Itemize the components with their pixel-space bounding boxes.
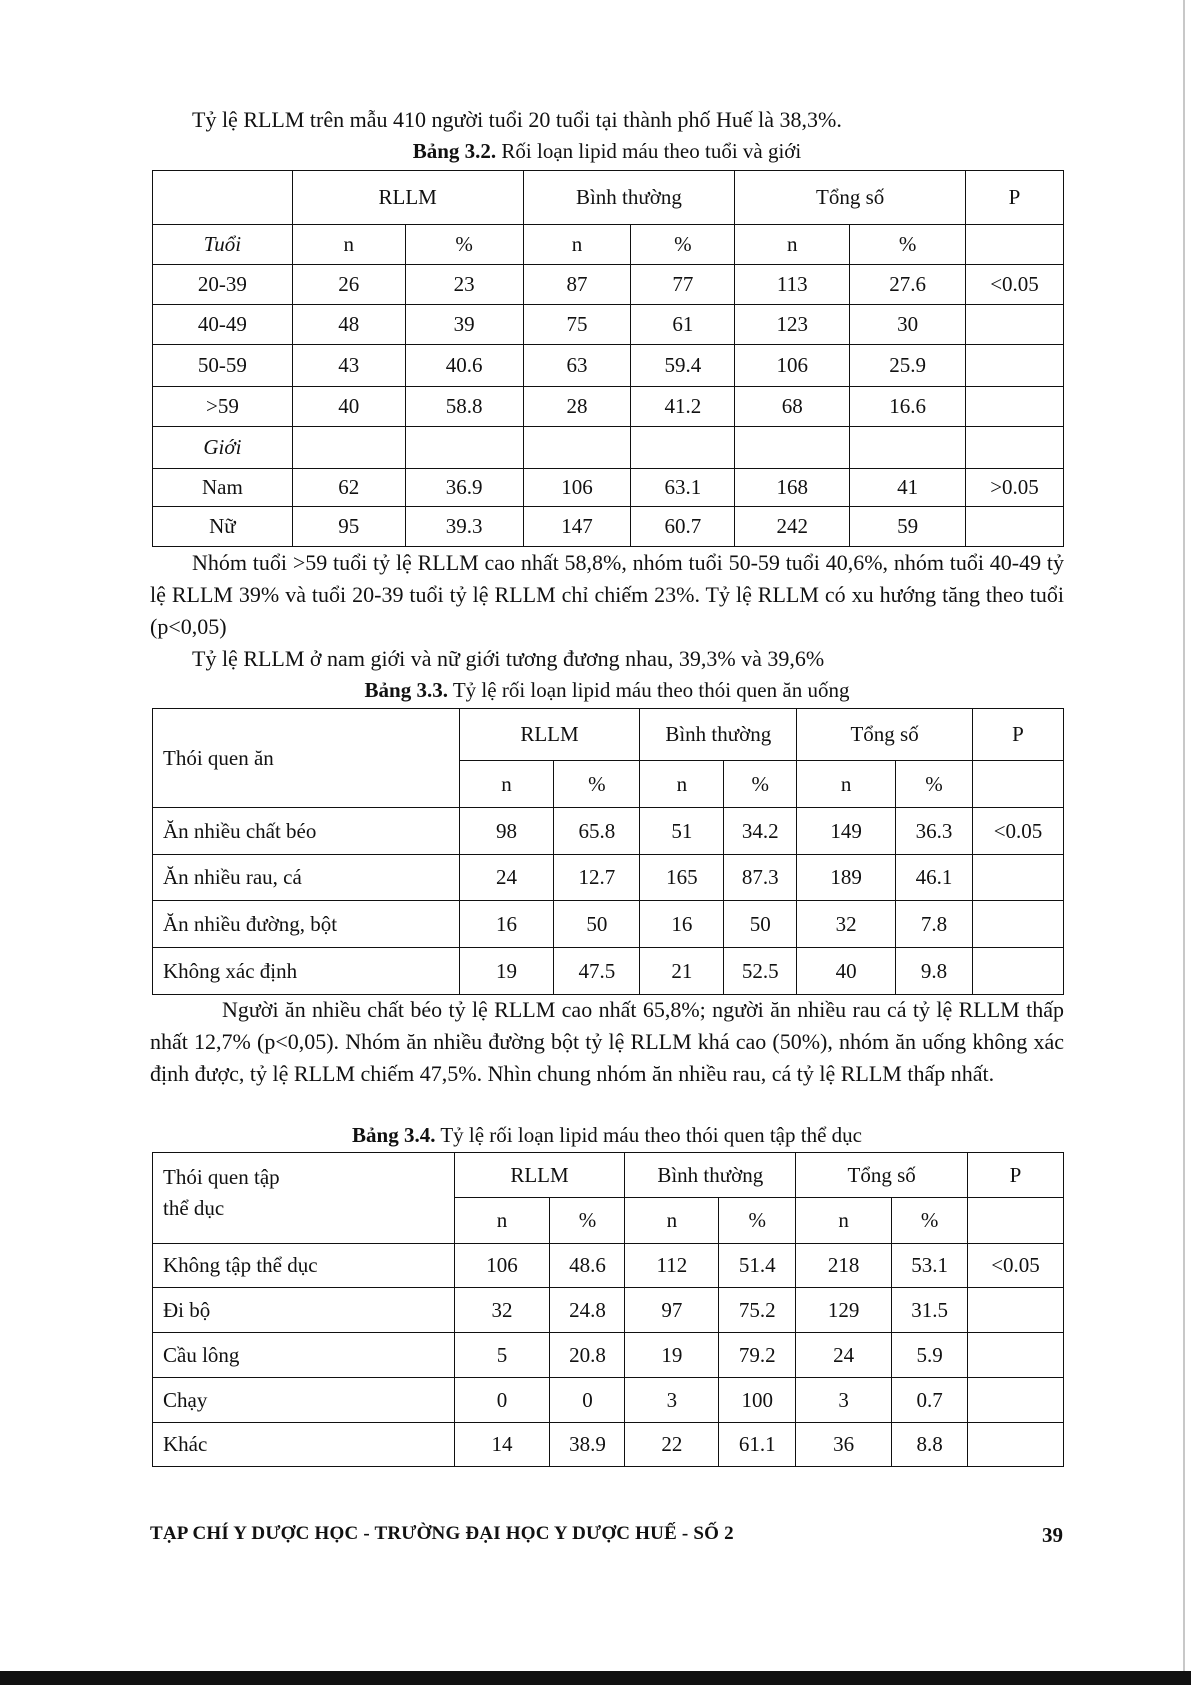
cell: 9.8 (896, 948, 973, 995)
table-subheader-row (153, 225, 1064, 265)
table-3-4-caption (150, 1122, 1064, 1148)
cell: 14 (454, 1423, 550, 1467)
cell: 58.8 (405, 387, 523, 427)
row-label: Chạy (153, 1378, 455, 1423)
cell: 79.2 (719, 1333, 796, 1378)
cell: 39 (405, 305, 523, 345)
subheader-n: n (523, 225, 631, 265)
empty-cell (966, 427, 1064, 469)
subheader-n: n (292, 225, 405, 265)
table-row (153, 305, 1064, 345)
cell: 75 (523, 305, 631, 345)
cell: 123 (735, 305, 850, 345)
cell: 36.9 (405, 469, 523, 507)
empty-cell (292, 427, 405, 469)
caption-text: Rối loạn lipid máu theo tuổi và giới (496, 139, 802, 163)
cell: 7.8 (896, 901, 973, 948)
empty-cell (966, 225, 1064, 265)
row-label: >59 (153, 387, 293, 427)
empty-cell (850, 427, 966, 469)
subheader-pct: % (892, 1198, 968, 1244)
header-total: Tổng số (797, 709, 973, 761)
subheader-pct: % (896, 761, 973, 808)
cell: 77 (631, 265, 735, 305)
paragraph-intro: Tỷ lệ RLLM trên mẫu 410 người tuổi 20 tuổi tại thành phố Huế là 38,3%. (192, 107, 842, 132)
cell: 65.8 (554, 808, 640, 855)
cell: 19 (459, 948, 554, 995)
cell: 36.3 (896, 808, 973, 855)
p-value-cell (968, 1378, 1064, 1423)
cell: 40.6 (405, 345, 523, 387)
row-header-exercise (153, 1153, 455, 1244)
p-value-cell: <0.05 (973, 808, 1064, 855)
subheader-n: n (625, 1198, 719, 1244)
cell: 26 (292, 265, 405, 305)
p-value-cell (973, 948, 1064, 995)
row-label: 50-59 (153, 345, 293, 387)
header-p: P (968, 1153, 1064, 1198)
cell: 47.5 (554, 948, 640, 995)
cell: 53.1 (892, 1244, 968, 1288)
cell: 98 (459, 808, 554, 855)
table-3-3 (152, 708, 1064, 995)
header-rllm: RLLM (459, 709, 640, 761)
row-label: 20-39 (153, 265, 293, 305)
empty-cell (405, 427, 523, 469)
cell: 59.4 (631, 345, 735, 387)
row-label: Không xác định (153, 948, 460, 995)
cell: 168 (735, 469, 850, 507)
p-value-cell (966, 305, 1064, 345)
subheader-n: n (796, 1198, 892, 1244)
cell: 32 (797, 901, 896, 948)
page-edge (1183, 0, 1185, 1685)
empty-cell (968, 1198, 1064, 1244)
cell: 28 (523, 387, 631, 427)
empty-cell (523, 427, 631, 469)
header-rllm: RLLM (292, 171, 523, 225)
cell: 40 (797, 948, 896, 995)
cell: 41 (850, 469, 966, 507)
cell: 19 (625, 1333, 719, 1378)
p-value-cell: >0.05 (966, 469, 1064, 507)
cell: 87.3 (724, 855, 797, 901)
cell: 62 (292, 469, 405, 507)
table-row (153, 808, 1064, 855)
cell: 27.6 (850, 265, 966, 305)
cell: 21 (640, 948, 724, 995)
cell: 5 (454, 1333, 550, 1378)
header-total: Tổng số (735, 171, 966, 225)
cell: 41.2 (631, 387, 735, 427)
subheader-n: n (640, 761, 724, 808)
scan-edge (0, 1671, 1191, 1685)
cell: 8.8 (892, 1423, 968, 1467)
subheader-pct: % (550, 1198, 625, 1244)
cell: 149 (797, 808, 896, 855)
caption-label: Bảng 3.2. (412, 139, 497, 163)
table-3-2 (152, 170, 1064, 547)
cell: 63 (523, 345, 631, 387)
empty-cell (153, 171, 293, 225)
p-value-cell (966, 507, 1064, 547)
row-header-diet: Thói quen ăn (153, 709, 460, 808)
cell: 16 (459, 901, 554, 948)
row-label: Ăn nhiều chất béo (153, 808, 460, 855)
row-label: Nam (153, 469, 293, 507)
journal-footer: TẠP CHÍ Y DƯỢC HỌC - TRƯỜNG ĐẠI HỌC Y DƯỢC HUẾ - SỐ 2 (150, 1523, 734, 1544)
p-value-cell (966, 345, 1064, 387)
cell: 30 (850, 305, 966, 345)
table-row (153, 387, 1064, 427)
cell: 51 (640, 808, 724, 855)
table-row (153, 1423, 1064, 1467)
header-normal: Bình thường (625, 1153, 796, 1198)
cell: 36 (796, 1423, 892, 1467)
row-header-line: Thói quen tập (163, 1165, 280, 1189)
cell: 38.9 (550, 1423, 625, 1467)
caption-text: Tỷ lệ rối loạn lipid máu theo thói quen tập thể dục (435, 1123, 862, 1147)
table-row (153, 507, 1064, 547)
table-3-3-caption (150, 677, 1064, 703)
cell: 12.7 (554, 855, 640, 901)
cell: 3 (625, 1378, 719, 1423)
paragraph-gender: Tỷ lệ RLLM ở nam giới và nữ giới tương đương nhau, 39,3% và 39,6% (192, 646, 825, 671)
cell: 24.8 (550, 1288, 625, 1333)
subheader-n: n (454, 1198, 550, 1244)
cell: 63.1 (631, 469, 735, 507)
cell: 48.6 (550, 1244, 625, 1288)
caption-label: Bảng 3.4. (352, 1123, 436, 1147)
table-row (153, 1333, 1064, 1378)
cell: 23 (405, 265, 523, 305)
cell: 106 (454, 1244, 550, 1288)
row-label: Khác (153, 1423, 455, 1467)
table-row (153, 855, 1064, 901)
section-label-gender: Giới (153, 427, 293, 469)
cell: 25.9 (850, 345, 966, 387)
cell: 112 (625, 1244, 719, 1288)
row-label: Cầu lông (153, 1333, 455, 1378)
header-total: Tổng số (796, 1153, 968, 1198)
cell: 97 (625, 1288, 719, 1333)
page-number: 39 (1042, 1523, 1063, 1547)
p-value-cell (973, 901, 1064, 948)
table-header-row (153, 1153, 1064, 1198)
cell: 87 (523, 265, 631, 305)
cell: 40 (292, 387, 405, 427)
cell: 106 (735, 345, 850, 387)
cell: 100 (719, 1378, 796, 1423)
cell: 0.7 (892, 1378, 968, 1423)
row-label: Ăn nhiều đường, bột (153, 901, 460, 948)
table-3-2-caption (150, 138, 1064, 164)
row-label: Nữ (153, 507, 293, 547)
cell: 242 (735, 507, 850, 547)
cell: 95 (292, 507, 405, 547)
table-3-4 (152, 1152, 1064, 1467)
table-row (153, 1378, 1064, 1423)
cell: 50 (554, 901, 640, 948)
row-header-line: thể dục (163, 1196, 225, 1220)
p-value-cell (968, 1333, 1064, 1378)
cell: 189 (797, 855, 896, 901)
table-row (153, 901, 1064, 948)
paragraph-age-trend: Nhóm tuổi >59 tuổi tỷ lệ RLLM cao nhất 58,8%, nhóm tuổi 50-59 tuổi 40,6%, nhóm tuổi 40-49 tỷ lệ RLLM 39% và tuổi 20-39 tuổi tỷ lệ RLLM chỉ chiếm 23%. Tỷ lệ RLLM có xu hướng tăng theo tuổi (p<0,05) (150, 550, 1064, 639)
subheader-pct: % (631, 225, 735, 265)
cell: 43 (292, 345, 405, 387)
cell: 20.8 (550, 1333, 625, 1378)
subheader-n: n (797, 761, 896, 808)
empty-cell (631, 427, 735, 469)
cell: 165 (640, 855, 724, 901)
cell: 106 (523, 469, 631, 507)
table-row (153, 345, 1064, 387)
row-label: Ăn nhiều rau, cá (153, 855, 460, 901)
cell: 61 (631, 305, 735, 345)
table-row (153, 1288, 1064, 1333)
cell: 24 (459, 855, 554, 901)
p-value-cell (968, 1288, 1064, 1333)
subheader-n: n (735, 225, 850, 265)
subheader-pct: % (850, 225, 966, 265)
header-normal: Bình thường (640, 709, 797, 761)
cell: 22 (625, 1423, 719, 1467)
cell: 48 (292, 305, 405, 345)
cell: 75.2 (719, 1288, 796, 1333)
cell: 0 (550, 1378, 625, 1423)
caption-label: Bảng 3.3. (364, 678, 448, 702)
cell: 147 (523, 507, 631, 547)
p-value-cell (973, 855, 1064, 901)
cell: 129 (796, 1288, 892, 1333)
subheader-pct: % (719, 1198, 796, 1244)
subheader-n: n (459, 761, 554, 808)
empty-cell (735, 427, 850, 469)
section-label-age: Tuổi (153, 225, 293, 265)
cell: 32 (454, 1288, 550, 1333)
header-normal: Bình thường (523, 171, 735, 225)
cell: 60.7 (631, 507, 735, 547)
table-row (153, 265, 1064, 305)
cell: 59 (850, 507, 966, 547)
cell: 0 (454, 1378, 550, 1423)
subheader-pct: % (724, 761, 797, 808)
subheader-pct: % (554, 761, 640, 808)
cell: 113 (735, 265, 850, 305)
subheader-pct: % (405, 225, 523, 265)
empty-cell (973, 761, 1064, 808)
table-section-row (153, 427, 1064, 469)
p-value-cell: <0.05 (968, 1244, 1064, 1288)
cell: 31.5 (892, 1288, 968, 1333)
row-label: Đi bộ (153, 1288, 455, 1333)
header-rllm: RLLM (454, 1153, 625, 1198)
cell: 51.4 (719, 1244, 796, 1288)
table-header-row (153, 171, 1064, 225)
table-row (153, 1244, 1064, 1288)
row-label: 40-49 (153, 305, 293, 345)
cell: 5.9 (892, 1333, 968, 1378)
cell: 68 (735, 387, 850, 427)
cell: 50 (724, 901, 797, 948)
table-header-row (153, 709, 1064, 761)
cell: 24 (796, 1333, 892, 1378)
cell: 16 (640, 901, 724, 948)
cell: 52.5 (724, 948, 797, 995)
cell: 3 (796, 1378, 892, 1423)
p-value-cell (968, 1423, 1064, 1467)
header-p: P (973, 709, 1064, 761)
cell: 46.1 (896, 855, 973, 901)
table-row (153, 948, 1064, 995)
cell: 34.2 (724, 808, 797, 855)
paragraph-diet: Người ăn nhiều chất béo tỷ lệ RLLM cao nhất 65,8%; người ăn nhiều rau cá tỷ lệ RLLM thấp nhất 12,7% (p<0,05). Nhóm ăn nhiều đường bột tỷ lệ RLLM khá cao (50%), nhóm ăn uống không xác định được, tỷ lệ RLLM chiếm 47,5%. Nhìn chung nhóm ăn nhiều rau, cá tỷ lệ RLLM thấp nhất. (150, 997, 1064, 1086)
p-value-cell (966, 387, 1064, 427)
cell: 61.1 (719, 1423, 796, 1467)
table-row (153, 469, 1064, 507)
cell: 39.3 (405, 507, 523, 547)
cell: 218 (796, 1244, 892, 1288)
row-label: Không tập thể dục (153, 1244, 455, 1288)
header-p: P (966, 171, 1064, 225)
caption-text: Tỷ lệ rối loạn lipid máu theo thói quen ăn uống (447, 678, 850, 702)
cell: 16.6 (850, 387, 966, 427)
p-value-cell: <0.05 (966, 265, 1064, 305)
